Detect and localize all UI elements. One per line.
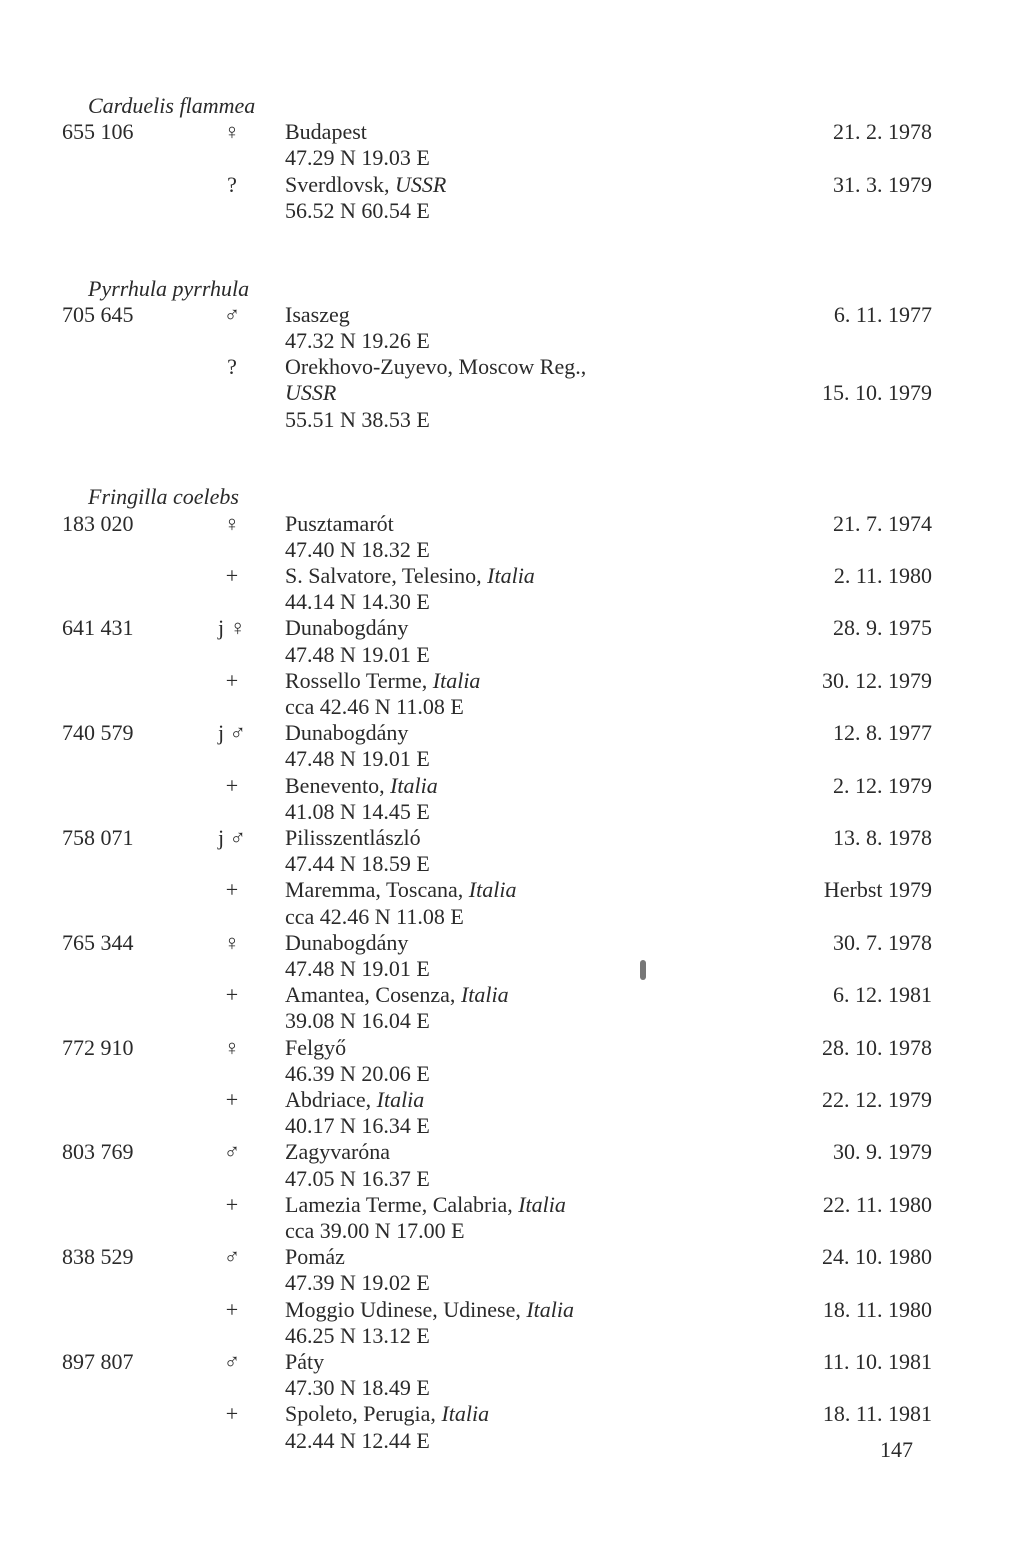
coordinate-line [0, 145, 1024, 171]
ring-number: 803 769 [62, 1139, 134, 1165]
ring-number: 183 020 [62, 510, 134, 536]
coordinates: 47.48 N 19.01 E [285, 641, 430, 667]
record-date: 24. 10. 1980 [822, 1244, 932, 1270]
species-heading: Pyrrhula pyrrhula [88, 275, 250, 301]
coordinate-line [0, 1218, 1024, 1244]
coordinates: 47.40 N 18.32 E [285, 536, 430, 562]
record-line [0, 668, 1024, 694]
record-date: 18. 11. 1981 [822, 1401, 932, 1427]
record-date: 12. 8. 1977 [833, 720, 932, 746]
record-date: 6. 11. 1977 [833, 301, 932, 327]
coordinate-line [0, 589, 1024, 615]
coordinate-line [0, 1061, 1024, 1087]
record-date: 31. 3. 1979 [833, 171, 932, 197]
location-text: Moggio Udinese, Udinese, [285, 1296, 527, 1322]
coordinate-line [0, 642, 1024, 668]
location-name [285, 1244, 345, 1270]
location-name [285, 511, 394, 537]
country-name: Italia [390, 772, 438, 798]
location-name [285, 1401, 489, 1427]
country-name: Italia [487, 563, 535, 589]
record-date: 22. 12. 1979 [822, 1087, 932, 1113]
sex-status-symbol: ♂ [223, 301, 241, 327]
record-line [0, 380, 1024, 406]
country-name: Italia [460, 982, 509, 1008]
sex-status-symbol: ♀ [223, 929, 241, 955]
sex-status-symbol: + [225, 1296, 239, 1322]
coordinates: 47.48 N 19.01 E [285, 746, 430, 772]
coordinates: 56.52 N 60.54 E [285, 197, 430, 223]
record-line [0, 615, 1024, 641]
location-name [285, 1297, 574, 1323]
record-line [0, 982, 1024, 1008]
record-line [0, 119, 1024, 145]
coordinate-line [0, 1375, 1024, 1401]
location-text: Sverdlovsk, [285, 171, 395, 197]
location-text: Pusztamarót [285, 510, 394, 536]
country-name: Italia [441, 1401, 490, 1427]
record-date: 21. 7. 1974 [833, 510, 932, 536]
location-name [285, 119, 367, 145]
coordinates: 47.32 N 19.26 E [285, 328, 430, 353]
location-name [285, 302, 350, 328]
location-text: Amantea, Cosenza, [285, 982, 461, 1008]
coordinate-line [0, 904, 1024, 930]
coordinate-line [0, 956, 1024, 982]
coordinates: 47.29 N 19.03 E [285, 145, 430, 171]
record-date: 2. 12. 1979 [833, 772, 932, 798]
coordinates: 55.51 N 38.53 E [285, 406, 430, 432]
location-text: Rossello Terme, [285, 667, 433, 693]
record-date: 30. 12. 1979 [822, 667, 932, 693]
ring-number: 740 579 [62, 720, 134, 746]
coordinates: 42.44 N 12.44 E [285, 1427, 430, 1453]
record-line [0, 302, 1024, 328]
location-name [285, 172, 446, 198]
record-line [0, 354, 1024, 380]
coordinates: 47.30 N 18.49 E [285, 1375, 430, 1401]
sex-status-symbol: j ♂ [217, 825, 247, 851]
sex-status-symbol: + [225, 667, 239, 693]
coordinates: 47.39 N 19.02 E [285, 1270, 430, 1296]
country-name: USSR [285, 380, 337, 406]
sex-status-symbol: ♀ [223, 1034, 241, 1060]
location-name [285, 1035, 346, 1061]
record-date: 15. 10. 1979 [822, 380, 932, 406]
coordinates: 39.08 N 16.04 E [285, 1008, 430, 1034]
record-date: 2. 11. 1980 [833, 563, 932, 589]
sex-status-symbol: ♂ [223, 1349, 241, 1375]
ring-number: 641 431 [62, 615, 134, 641]
sex-status-symbol: + [225, 772, 239, 798]
record-line [0, 1401, 1024, 1427]
sex-status-symbol: ? [227, 354, 237, 380]
location-name [285, 982, 509, 1008]
coordinate-line [0, 537, 1024, 563]
record-line [0, 172, 1024, 198]
coordinate-line [0, 1008, 1024, 1034]
coordinate-line [0, 198, 1024, 224]
coordinate-line [0, 1428, 1024, 1454]
coordinate-line [0, 1323, 1024, 1349]
coordinates: 40.17 N 16.34 E [285, 1113, 430, 1139]
location-text: Spoleto, Perugia, [285, 1401, 442, 1427]
coordinates: 46.39 N 20.06 E [285, 1060, 430, 1086]
ring-number: 758 071 [62, 825, 134, 851]
location-text: Zagyvaróna [285, 1139, 391, 1165]
location-name [285, 354, 586, 380]
country-name: Italia [468, 877, 517, 903]
sex-status-symbol: + [225, 877, 239, 903]
record-line [0, 1035, 1024, 1061]
record-date: 11. 10. 1981 [822, 1349, 932, 1375]
record-line [0, 563, 1024, 589]
location-text: Lamezia Terme, Calabria, [285, 1191, 519, 1217]
record-date: 13. 8. 1978 [833, 825, 932, 851]
location-name [285, 1192, 566, 1218]
ink-mark [640, 960, 646, 980]
coordinate-line [0, 1166, 1024, 1192]
location-text: Dunabogdány [285, 720, 409, 746]
location-text: Abdriace, [285, 1087, 377, 1113]
sex-status-symbol: + [225, 1191, 239, 1217]
ring-number: 765 344 [62, 929, 134, 955]
location-text: Dunabogdány [285, 615, 409, 641]
sex-status-symbol: j ♀ [217, 615, 247, 641]
record-date: 6. 12. 1981 [833, 982, 932, 1008]
ring-number: 897 807 [62, 1349, 134, 1375]
location-text: Benevento, [285, 772, 391, 798]
location-text: Orekhovo-Zuyevo, Moscow Reg., [285, 354, 587, 380]
record-date: 21. 2. 1978 [833, 119, 932, 145]
location-text: Felgyő [285, 1034, 347, 1060]
coordinates: 44.14 N 14.30 E [285, 589, 430, 615]
species-heading: Fringilla coelebs [88, 484, 239, 510]
coordinate-line [0, 746, 1024, 772]
coordinates: 41.08 N 14.45 E [285, 798, 430, 824]
page-number: 147 [880, 1437, 913, 1462]
species-heading: Carduelis flammea [88, 93, 256, 118]
coordinates: cca 42.46 N 11.08 E [285, 694, 464, 720]
record-line [0, 877, 1024, 903]
record-date: 28. 9. 1975 [833, 615, 932, 641]
location-name [285, 1139, 390, 1165]
location-name [285, 720, 408, 746]
record-date: 28. 10. 1978 [822, 1034, 932, 1060]
location-text: Maremma, Toscana, [285, 877, 469, 903]
coordinate-line [0, 328, 1024, 354]
record-date: Herbst 1979 [823, 877, 932, 903]
country-name: Italia [432, 667, 481, 693]
location-name [285, 668, 480, 694]
record-line [0, 720, 1024, 746]
location-text: Budapest [285, 119, 367, 145]
sex-status-symbol: ? [227, 171, 237, 197]
location-text: S. Salvatore, Telesino, [285, 563, 488, 589]
country-name: Italia [518, 1191, 566, 1217]
location-text: Dunabogdány [285, 929, 409, 955]
record-line [0, 1349, 1024, 1375]
location-name [285, 1087, 424, 1113]
ring-number: 838 529 [62, 1244, 134, 1270]
sex-status-symbol: + [225, 1087, 239, 1113]
record-line [0, 825, 1024, 851]
record-line [0, 1297, 1024, 1323]
location-name [285, 1349, 324, 1375]
location-name [285, 615, 408, 641]
location-name [285, 930, 408, 956]
record-date: 30. 7. 1978 [833, 929, 932, 955]
sex-status-symbol: ♀ [223, 119, 241, 145]
coordinates: 47.48 N 19.01 E [285, 956, 430, 982]
coordinates: 47.05 N 16.37 E [285, 1165, 430, 1191]
location-name [285, 773, 438, 799]
location-text: Pilisszentlászló [285, 825, 421, 851]
record-line [0, 1087, 1024, 1113]
coordinates: cca 39.00 N 17.00 E [285, 1218, 465, 1244]
coordinates: 46.25 N 13.12 E [285, 1322, 430, 1348]
coordinate-line [0, 799, 1024, 825]
location-name [285, 877, 516, 903]
sex-status-symbol: + [225, 982, 239, 1008]
record-date: 30. 9. 1979 [833, 1139, 932, 1165]
record-line [0, 930, 1024, 956]
record-line [0, 1244, 1024, 1270]
country-name: Italia [526, 1296, 575, 1322]
record-date: 22. 11. 1980 [822, 1191, 932, 1217]
coordinate-line [0, 694, 1024, 720]
location-name [285, 563, 535, 589]
location-text: Pomáz [285, 1244, 345, 1270]
country-name: USSR [395, 171, 447, 197]
ring-number: 705 645 [62, 301, 134, 327]
location-text: Páty [285, 1349, 325, 1375]
sex-status-symbol: j ♂ [217, 720, 247, 746]
coordinate-line [0, 851, 1024, 877]
record-line [0, 1192, 1024, 1218]
sex-status-symbol: + [225, 1401, 239, 1427]
location-name [285, 825, 421, 851]
location-text: Isaszeg [285, 301, 350, 327]
sex-status-symbol: + [225, 563, 239, 589]
sex-status-symbol: ♂ [223, 1244, 241, 1270]
record-line [0, 1139, 1024, 1165]
record-date: 18. 11. 1980 [822, 1296, 932, 1322]
coordinates: 47.44 N 18.59 E [285, 851, 430, 877]
sex-status-symbol: ♀ [223, 510, 241, 536]
coordinate-line [0, 1113, 1024, 1139]
ring-number: 655 106 [62, 119, 134, 145]
coordinate-line [0, 1270, 1024, 1296]
ring-number: 772 910 [62, 1034, 134, 1060]
coordinate-line [0, 407, 1024, 433]
record-line [0, 773, 1024, 799]
coordinates: cca 42.46 N 11.08 E [285, 903, 464, 929]
location-name [285, 380, 336, 406]
sex-status-symbol: ♂ [223, 1139, 241, 1165]
country-name: Italia [376, 1087, 425, 1113]
record-line [0, 511, 1024, 537]
